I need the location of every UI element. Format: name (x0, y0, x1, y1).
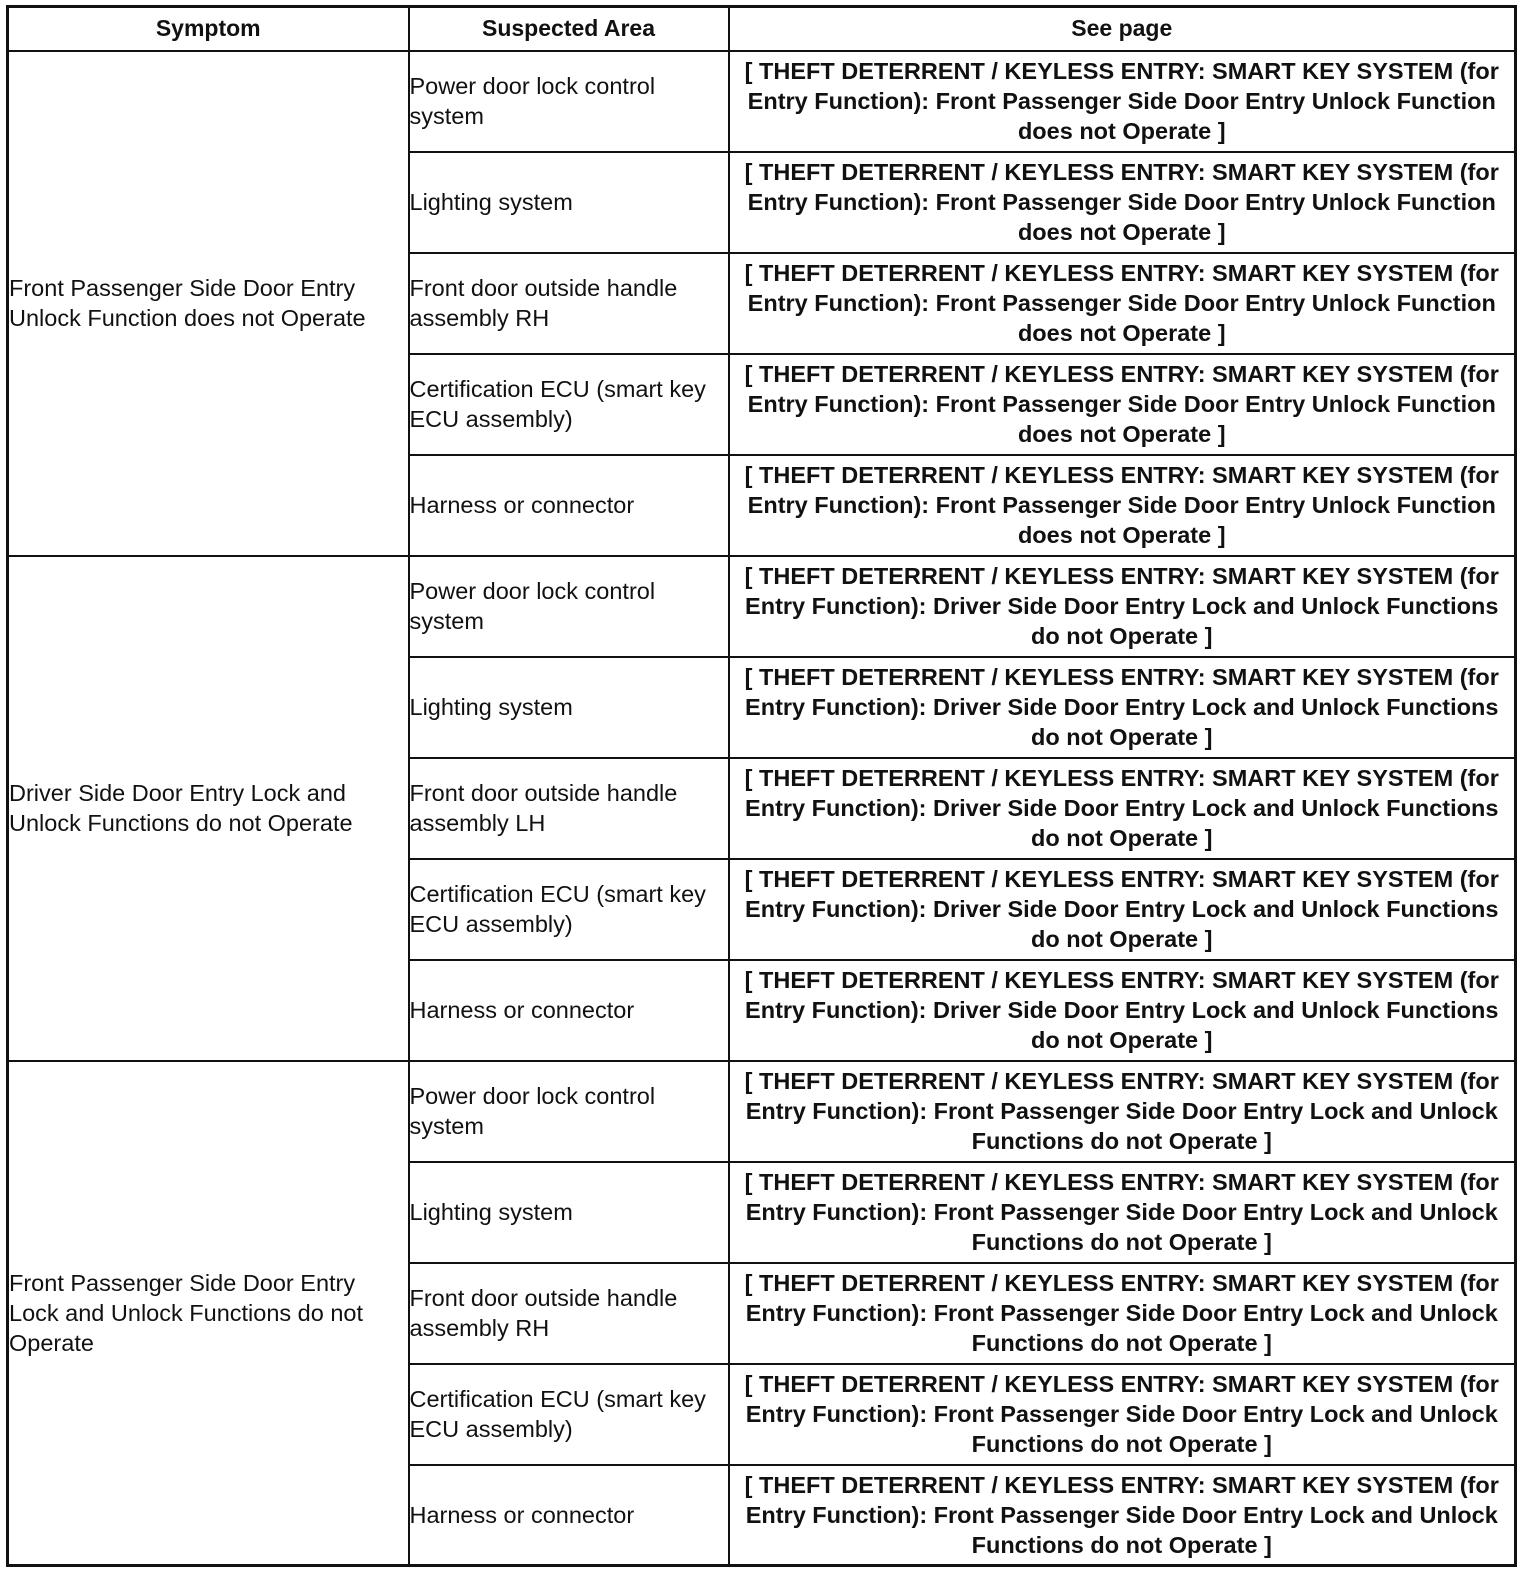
see-page-link[interactable]: [ THEFT DETERRENT / KEYLESS ENTRY: SMART KEY SYSTEM (for Entry Function): Front Passenger Side Door Entry Unlock Function does not Operate ] (729, 152, 1516, 253)
suspected-area-cell: Lighting system (409, 1162, 729, 1263)
suspected-area-cell: Power door lock control system (409, 556, 729, 657)
suspected-area-cell: Front door outside handle assembly RH (409, 253, 729, 354)
suspected-area-cell: Harness or connector (409, 1465, 729, 1566)
suspected-area-cell: Power door lock control system (409, 1061, 729, 1162)
suspected-area-cell: Front door outside handle assembly LH (409, 758, 729, 859)
see-page-header: See page (729, 7, 1516, 51)
suspected-area-cell: Harness or connector (409, 455, 729, 556)
symptom-header: Symptom (8, 7, 409, 51)
see-page-link[interactable]: [ THEFT DETERRENT / KEYLESS ENTRY: SMART KEY SYSTEM (for Entry Function): Driver Side Door Entry Lock and Unlock Functions do not Operate ] (729, 657, 1516, 758)
see-page-link[interactable]: [ THEFT DETERRENT / KEYLESS ENTRY: SMART KEY SYSTEM (for Entry Function): Front Passenger Side Door Entry Unlock Function does not Operate ] (729, 354, 1516, 455)
see-page-link[interactable]: [ THEFT DETERRENT / KEYLESS ENTRY: SMART KEY SYSTEM (for Entry Function): Driver Side Door Entry Lock and Unlock Functions do not Operate ] (729, 758, 1516, 859)
see-page-link[interactable]: [ THEFT DETERRENT / KEYLESS ENTRY: SMART KEY SYSTEM (for Entry Function): Front Passenger Side Door Entry Unlock Function does not Operate ] (729, 455, 1516, 556)
see-page-link[interactable]: [ THEFT DETERRENT / KEYLESS ENTRY: SMART KEY SYSTEM (for Entry Function): Front Passenger Side Door Entry Lock and Unlock Functions do not Operate ] (729, 1061, 1516, 1162)
see-page-link[interactable]: [ THEFT DETERRENT / KEYLESS ENTRY: SMART KEY SYSTEM (for Entry Function): Front Passenger Side Door Entry Lock and Unlock Functions do not Operate ] (729, 1364, 1516, 1465)
suspected-area-cell: Certification ECU (smart key ECU assembly) (409, 859, 729, 960)
header-row (8, 7, 1516, 51)
symptom-cell: Driver Side Door Entry Lock and Unlock Functions do not Operate (8, 556, 409, 1061)
table-row (8, 556, 1516, 657)
suspected-area-cell: Harness or connector (409, 960, 729, 1061)
see-page-link[interactable]: [ THEFT DETERRENT / KEYLESS ENTRY: SMART KEY SYSTEM (for Entry Function): Front Passenger Side Door Entry Lock and Unlock Functions do not Operate ] (729, 1162, 1516, 1263)
table-row (8, 51, 1516, 152)
suspected-area-cell: Lighting system (409, 152, 729, 253)
see-page-link[interactable]: [ THEFT DETERRENT / KEYLESS ENTRY: SMART KEY SYSTEM (for Entry Function): Front Passenger Side Door Entry Unlock Function does not Operate ] (729, 51, 1516, 152)
diagnosis-table (6, 5, 1517, 1567)
table-row (8, 1061, 1516, 1162)
see-page-link[interactable]: [ THEFT DETERRENT / KEYLESS ENTRY: SMART KEY SYSTEM (for Entry Function): Driver Side Door Entry Lock and Unlock Functions do not Operate ] (729, 556, 1516, 657)
suspected-area-header: Suspected Area (409, 7, 729, 51)
see-page-link[interactable]: [ THEFT DETERRENT / KEYLESS ENTRY: SMART KEY SYSTEM (for Entry Function): Driver Side Door Entry Lock and Unlock Functions do not Operate ] (729, 859, 1516, 960)
see-page-link[interactable]: [ THEFT DETERRENT / KEYLESS ENTRY: SMART KEY SYSTEM (for Entry Function): Front Passenger Side Door Entry Lock and Unlock Functions do not Operate ] (729, 1263, 1516, 1364)
suspected-area-cell: Front door outside handle assembly RH (409, 1263, 729, 1364)
suspected-area-cell: Lighting system (409, 657, 729, 758)
see-page-link[interactable]: [ THEFT DETERRENT / KEYLESS ENTRY: SMART KEY SYSTEM (for Entry Function): Front Passenger Side Door Entry Lock and Unlock Functions do not Operate ] (729, 1465, 1516, 1566)
suspected-area-cell: Power door lock control system (409, 51, 729, 152)
symptom-cell: Front Passenger Side Door Entry Unlock Function does not Operate (8, 51, 409, 556)
suspected-area-cell: Certification ECU (smart key ECU assembly) (409, 1364, 729, 1465)
see-page-link[interactable]: [ THEFT DETERRENT / KEYLESS ENTRY: SMART KEY SYSTEM (for Entry Function): Driver Side Door Entry Lock and Unlock Functions do not Operate ] (729, 960, 1516, 1061)
see-page-link[interactable]: [ THEFT DETERRENT / KEYLESS ENTRY: SMART KEY SYSTEM (for Entry Function): Front Passenger Side Door Entry Unlock Function does not Operate ] (729, 253, 1516, 354)
symptom-cell: Front Passenger Side Door Entry Lock and Unlock Functions do not Operate (8, 1061, 409, 1566)
suspected-area-cell: Certification ECU (smart key ECU assembly) (409, 354, 729, 455)
